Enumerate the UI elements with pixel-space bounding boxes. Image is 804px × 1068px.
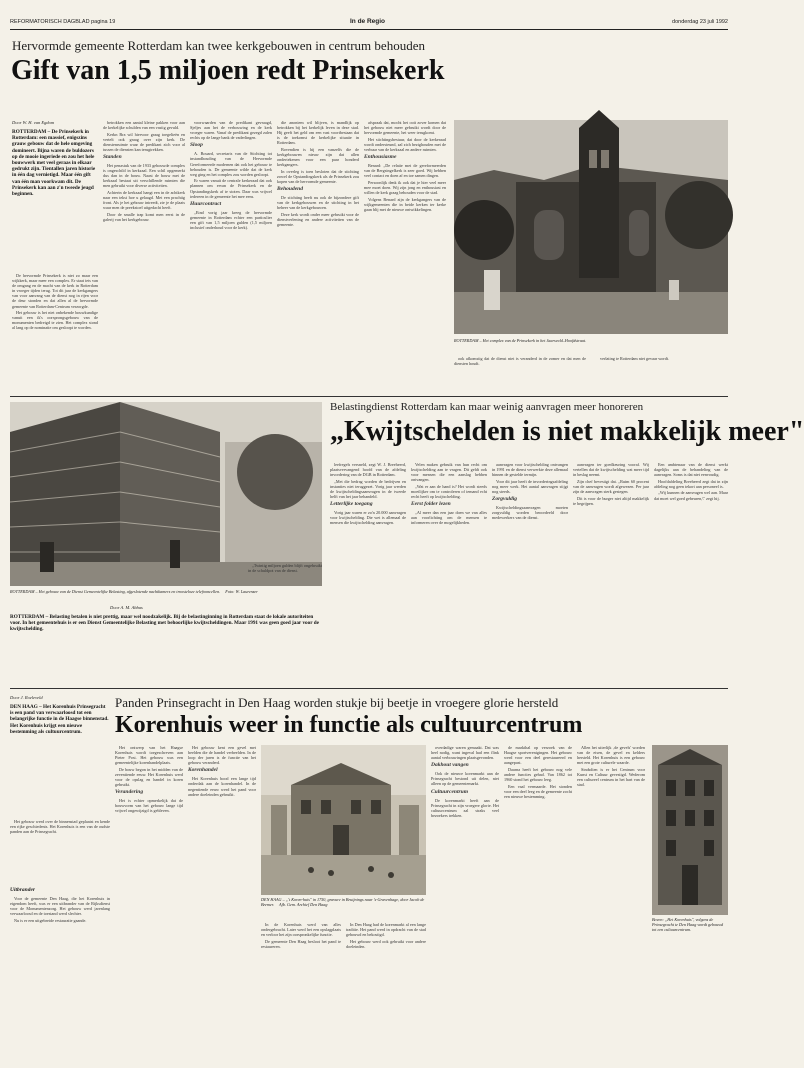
article1-col2: betrokken een aantal kleine pakken voor aan de kerkelijke schulden van een vastig gevuld. Kerkn Bra wil hiervoor graag toegelieën en vertelt ook graag over zijn kerk. De dienstenruimte waar de predikant zich voor al tussen de diensten kan terugtrekken. Standen Het penastuk van de 1933 gebouwde complex is ongeschild in kerkzaal. Een schil opgemerkt dus dan in de bouw. Naast de bouw met de kerkzaal bestaat uit verschillende ruimten die men gebruikt voor diverse activiteiten. Achterin de kerkzaal hangt een in de achtkerk naar een tekst hoe u gelaagd. Met een prachtig front. Als je het gebouw intreedt, zie je de plaats waar men de preekstoel uitgedacht heeft. Door de smalle trap komt men eerst in de galerij van het kerkgebouw. [103,120,185,222]
article1-byline: Door W. H. van Egdom [12,120,55,125]
article1-lead: ROTTERDAM – De Prinsekerk in Rotterdam: een massief, enigszins grauw gebouw dat de hele omgeving domineert. Bijna waren de buldozers op de mooie ingeriede en zou het hele bouwwerk met veel geraas in elkaar gedrukt zijn. Tientallen jaren historie in één dag vernietigd. Maar één gift van één man voorkwam dit. De Prinsekerk kan aan z'n tweede jeugd beginnen. [12,129,96,198]
date: donderdag 23 juli 1992 [672,19,728,25]
article2-col6: Een ambtenaar van de dienst werkt dagelijks aan de behandeling van de aanvragen. Soms is dat niet eenvoudig. Hoofdafdeling Breeheerd zegt dat in zijn afdeling nog geen tekort aan personeel is. „Wij kunnen de aanvragen wel aan. Maar dat moet wel goed gebeuren,\" zegt hij. [654,462,728,501]
korenhuis-side-photo [652,745,728,915]
article3-lead: DEN HAAG – Het Korenhuis Prinsegracht is een pand van verwaarloosd tot een belangrijke functie in de Haagse binnenstad. Het Korenhuis krijgt een nieuwe bestemming als cultuurcentrum. [10,704,109,735]
article1-headline: Gift van 1,5 miljoen redt Prinsekerk [11,55,445,86]
article2-kicker: Belastingdienst Rotterdam kan maar weinig aanvragen meer honoreren [330,401,644,413]
article2-col1: „Twintig miljoen gulden blijft ongebruikt in de schuldpot van de dienst. [248,563,322,574]
belastingdienst-photo [10,402,322,586]
article3-kicker: Panden Prinsegracht in Den Haag worden stukje bij beetje in vroegere glorie hersteld [115,695,559,710]
article2-headline: „Kwijtschelden is niet makkelijk meer" [330,416,804,447]
article2-col2: leefregels versneld, zegt W. J. Breeheerd, plaatsvervangend hoofd van de afdeling invordering van de DGB in Rotterdam. „Met die bedrag worden de bedrijven en instanties niet teruggezet. Vorig jaar werden de kwijtscheldingsaanvragen in de tweede helft van het jaar behandeld. Letterlijke toegang Vorig jaar waren er zo'n 20.000 aanvragen voor kwijtschelding. Die wet is allemaal de mensen die kwijtschelding aanvragen. [330,462,406,526]
article2-col5: aanvragen ter goedkeuring vooraf. Wij vertellen dat de kwijtschelding wat meer tijd in beslag neemt. Zijn chef bevestigt dat. „Ruim 60 procent van de aanvragen wordt afgewezen. Per jaar zijn de aanvragen sterk gestegen. Dit is voor de burger niet altijd makkelijk te begrijpen. [573,462,649,506]
article1-col5: afspraak dat, mocht het ooit zover komen dat het gebouw niet meer gebruikt wordt door de hervormde gemeente, het weer terugkomt. Het stichtingsbestuur, dat door de kerkeraad wordt ondersteund, zal zich bezighouden met de verhuur van de kerkzaal en andere ruimten. Enthousiasme Benard: „De relatie met de gereformeerden van de Bergsingelkerk is zeer goed. Wij hebben veel contact en doen af en toe samen dingen. Persoonlijk denk ik ook dat je hier veel meer mee moet doen. Wij zijn jong en enthousiast en willen de kerk graag behouden voor de stad. Volgens Benard zijn de kerkgangers van de wijkgemeenten die in beide kerken ter kerke gaan blij met de nieuwe ontwikkelingen. [364,120,446,212]
article3-col5: In Den Haag had de korenmarkt al een lange traditie. Het pand werd in opdracht van de stad gebouwd en bekostigd. Het gebouw werd ook gebruikt voor andere doeleinden. [346,922,426,949]
article1-lead-col [12,120,98,407]
article2-caption-text: ROTTERDAM – Het gebouw van de Dienst Gemeentelijke Belasting, afgeslotende nachtkamers en troosteloze telefooncellen. [10,589,221,594]
article1-col7: verlating te Rotterdam niet gevaar wordt. [600,356,670,361]
article3-body-col2: Voor de gemeente Den Haag, die het Korenhuis in eigendom heeft, was er een uitbrander van de Rijksdienst voor de Monumentenzorg. Het gebouw werd jarenlang verwaarloosd en de toestand werd slechter. Nu is er een uitgebreide restauratie gaande. [10,896,110,923]
article1-sub4: Behoudend [277,186,303,193]
article2-byline: Door A. M. Abbas [110,605,143,610]
article3-lead-col [10,695,110,1022]
article3-sub1: Uitbrander [10,887,36,893]
belastingdienst-illustration [10,402,322,586]
article2-sub3: Zorgvuldig [492,496,518,503]
article3-sub2: Korenhandel [188,767,218,774]
article3-sub4: Dakhout vangen [431,762,469,769]
article3-col2: Het ontwerp van het Haagse Korenhuis wordt toegeschreven aan Pieter Post. Het gebouw was een gemeentelijke korenhandelplaats. De bouw begon in het midden van de zeventiende eeuw. Het Korenhuis werd voor de opslag en handel in koren gebruikt. Verandering Het is echter opmerkelijk dat de bouwvorm van het gebouw lange tijd vrijwel ongewijzigd is gebleven. [115,745,183,814]
korenhuis-illustration [261,745,426,895]
divider [10,396,728,397]
article3-caption [261,897,426,917]
article1-sub2: Sloop [190,142,203,149]
paper-name: REFORMATORISCH DAGBLAD pagina 19 [10,19,116,25]
article1-caption: ROTTERDAM – Het complex van de Prinsekerk in het Jaarsveld–Hoofdstraat. [454,338,587,343]
article1-body-col: De hervormde Prinsekerk is niet zo maar een wijkkerk, maar meer een complex. Er staat iets van de omgang en de macht van de kerk in Rotterdam in vroeger tijden terug. Tot dit jaar de kerkgangers van voor aanvang van de dienst nog in rijen voor de deur stonden en dat allen al de hervormde gemeente van Rotterdam-Centrum verzorgde. Het gebouw is het niet onbekende bouwkundige vanuit een ik's oorsprongsgebouw van de monumenten bedreigd te zien. Het complex stond al lang op de nominatie om gesloopt te worden. [12,273,98,331]
article2-photo-credit: Foto: W. Laurenzer [225,589,258,594]
article3-body-col: Het gebouw werd over de binnenstad geplaatst en kende een rijke geschiedenis. Het Korenhuis is een van de oudste panden aan de Prinsegracht. [10,819,110,835]
masthead [10,17,728,30]
prinsekerk-photo [454,120,728,334]
article3-side-caption: Boven: „Het Korenhuis", volgens de Prinsegracht te Den Haag wordt gebouwd tot een cultuurcentrum. [652,917,724,932]
prinsekerk-illustration [454,120,728,334]
article1-col4: die anoniem wil blijven, is mandlijk op betrokken bij het kerkelijk leven in deze stad. Hij geeft het geld om een vast voortbestaan dat is de toekomst de kerkelijke situatie in Rotterdam. Bovendien is hij een vanzelfs die de kerkgebouwen nieuw zijn dat allen ondertekenen voor een paar honderd kerkgangers. In overleg is toen besloten dat de stichting zowel de Opstandingskerk als de Prinsekerk zou kopen van de hervormde gemeente. Behoudend De stichting heeft nu ook de bijzondere gift van de kerkgebouwen en de stichting in het beheer van de kerkgebouwen. Deze kerk wordt onder meer gebruikt voor de dienstverlening en andere activiteiten van de gemeente. [277,120,359,228]
article3-photo-credit: Afb. Gem. Archief Den Haag [279,902,328,907]
article1-sub1: Standen [103,154,122,161]
section-title: In de Regio [350,18,386,25]
article2-col4: aanvragen voor kwijtschelding ontvangen in 1991 en de dienst verwerkte deze allemaal binnen de gestelde termijn. Voor dit jaar heeft de invorderingsafdeling nog meer werk. Het aantal aanvragen stijgt nog steeds. Zorgvuldig Kwijtscheldingsaanvragen moeten zorgvuldig worden beoordeeld door medewerkers van de dienst. [492,462,568,521]
article3-headline: Korenhuis weer in functie als cultuurcentrum [115,712,583,738]
article3-col6: overdadige waren gemaakt. Dat was heel nodig, want ingeval had een flink aantal verbouwingen plaatsgevonden. Dakhout vangen Ook de nieuwe korenmarkt aan de Prinsegracht bestond uit delen, niet alleen op de gemeentemarkt. Cultuurcentrum De korenmarkt heeft aan de Prinsegracht in zijn vroegere glorie. Het cultuurcentrum zal straks veel bezoekers trekken. [431,745,499,818]
article2-lead: ROTTERDAM – Belasting betalen is niet prettig, maar wel noodzakelijk. Bij de belastinginning in Rotterdam staat de lokale autoriteiten voor. In het gemeentehuis is er een Dienst Gemeentelijke Belasting met behoorlijke kwijtscheldingen. Maar 1991 was geen goed jaar voor de kwijtschelding. [10,614,319,633]
article1-col3: voorwaarden van de predikant gevraagd, Sjeljes aan het de verbouwing en de kerk vroeger waren. Vanaf de predikant gezegd zalen rechts op de lange bank de vaderlingen. Sloop A. Bouard, secretaris van de Stichting tot instandhouding van de Hervormde Gereformeerde modernen dat ook het gebouw te behouden is. De gemeente wilde dat de kerk weg ging en het complex zou worden gesloopt. Er waren vanuit de centrale kerkeraad dat ook plannen om ervan de Prinsekerk en de Opstandingskerk af te stoten. Daar was vrijwel iedereen in de gemeente het mee eens. Huurcontract „Eind vorig jaar kreeg de hervormde gemeente in Rotterdam echter een particulier een gift van 1,5 miljoen gulden (1,5 miljoen inclusief onderhoud voor de kerk). [190,120,272,230]
article1-col6: ook afkomstig dat de dienst niet is veranderd in de zomer en dat men de diensten houdt. [454,356,586,367]
article3-col7: de markthal op verzoek van de Haagse sportverenigingen. Het gebouw werd voor een deel gerestaureerd en aangepast. Daarna heeft het gebouw nog vele andere functies gehad. Van 1862 tot 1960 stond het gebouw leeg. Een vaal vermaarde. Het stonden voor een deel leeg en de gemeente zocht een nieuwe bestemming. [504,745,572,799]
article1-sub5: Enthousiasme [364,154,397,161]
article2-col3: Velen maken gebruik van hun recht om kwijtschelding aan te vragen. Dit geldt ook voor mensen die een aanslag hebben ontvangen. „Wat er aan de hand is? Het wordt steeds moeilijker om te controleren of iemand echt recht heeft op kwijtschelding. Eerst folder lezen „Al meer dan een jaar doen we van alles aan voorlichting om de mensen te informeren over de mogelijkheden. [411,462,487,526]
article1-sub3: Huurcontract [190,200,222,207]
article3-col8: Allen het uiterlijk ‚de gevels' worden van de eisen, de gevel en kelders hersteld. Het Korenhuis is een gebouw met een grote culturele waarde. Sindsdien is er het Centrum voor Kunst en Cultuur gevestigd. Wederom een cultureel centrum in het hart van de stad. [577,745,645,788]
article3-col3: Het gebouw kent een gevel met beelden die de handel verbeelden. In de loop der jaren is de functie van het gebouw veranderd. Korenhandel Het Korenhuis bood een lange tijd onderdak aan de korenhandel. In de negentiende eeuw werd het pand voor andere doeleinden gebruikt. [188,745,256,797]
article3-sub5: Cultuurcentrum [431,788,468,795]
article1-kicker: Hervormde gemeente Rotterdam kan twee kerkgebouwen in centrum behouden [12,38,425,53]
article3-sub3: Verandering [115,789,144,796]
article3-byline: Door J. Roeleveld [10,695,43,700]
korenhuis-engraving [261,745,426,895]
article2-sub2: Eerst folder lezen [411,501,451,508]
korenhuis-side-illustration [652,745,728,915]
article2-sub1: Letterlijke toegang [330,501,373,508]
article3-caption-text: DEN HAAG – „'t Koren-huis" in 1750, gravure in Bruijnings naar 's-Gravenhage, door Jacob de Bremer. [261,897,425,907]
divider [10,688,728,689]
article3-col4: In de Korenhuis werd van alles ondergebracht. Later werd het een opslagplaats en verloor het zijn oorspronkelijke functie. De gemeente Den Haag besloot het pand te restaureren. [261,922,341,949]
